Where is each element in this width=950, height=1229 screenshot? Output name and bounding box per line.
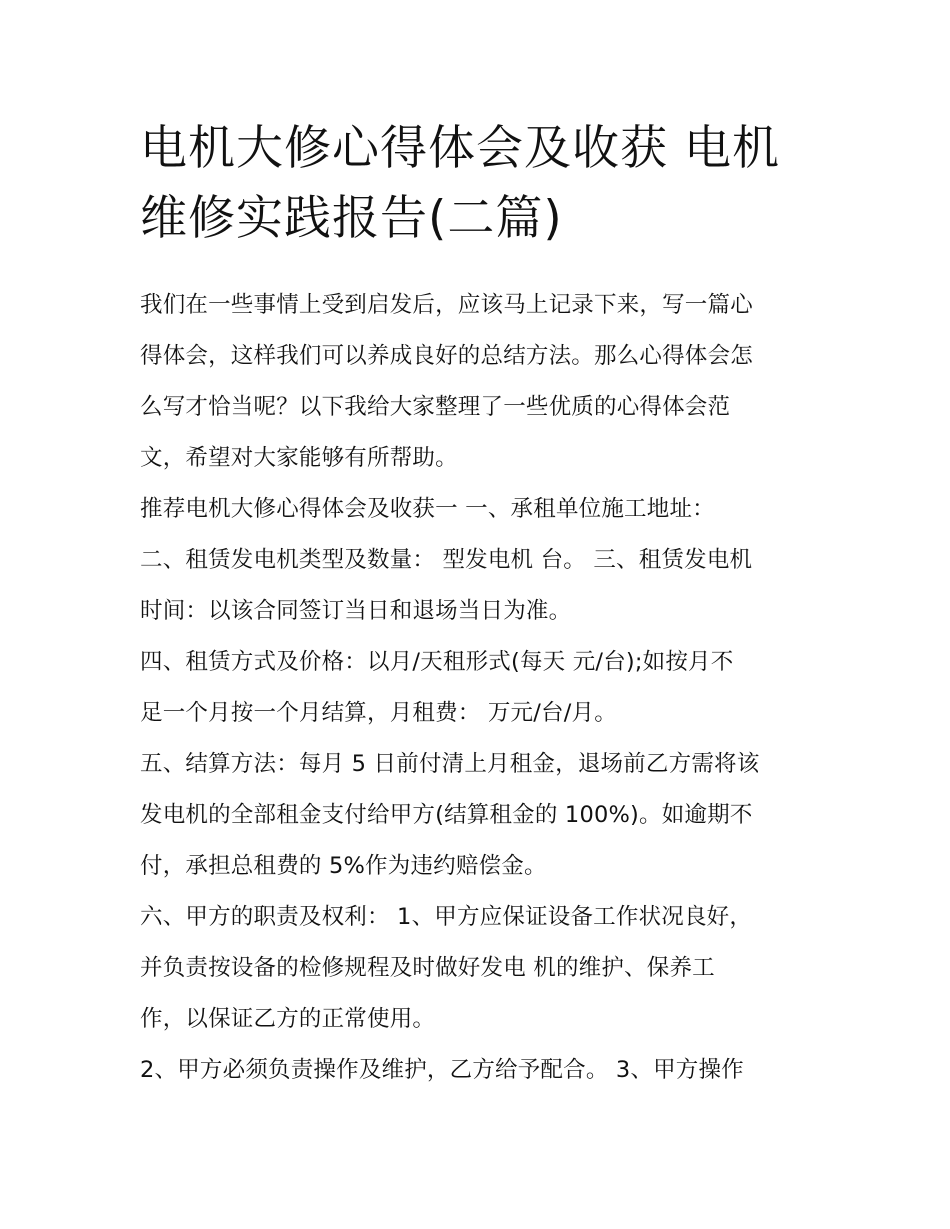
body-line: 么写才恰当呢？以下我给大家整理了一些优质的心得体会范 <box>140 394 731 420</box>
body-line: 四、租赁方式及价格：以月/天租形式(每天 元/台);如按月不 <box>140 649 734 675</box>
body-line: 六、甲方的职责及权利： 1、甲方应保证设备工作状况良好， <box>140 904 753 930</box>
body-line: 发电机的全部租金支付给甲方(结算租金的 100%)。如逾期不 <box>140 802 753 828</box>
body-line: 文，希望对大家能够有所帮助。 <box>140 445 458 471</box>
document-body <box>140 280 820 1096</box>
body-line: 并负责按设备的检修规程及时做好发电 机的维护、保养工 <box>140 955 715 981</box>
document-title <box>140 114 820 254</box>
title-line: 电机大修心得体会及收获 电机 <box>140 121 780 176</box>
body-line: 推荐电机大修心得体会及收获一 一、承租单位施工地址： <box>140 496 715 522</box>
body-line: 作，以保证乙方的正常使用。 <box>140 1006 436 1032</box>
body-line: 2、甲方必须负责操作及维护，乙方给予配合。 3、甲方操作 <box>140 1057 744 1083</box>
body-line: 我们在一些事情上受到启发后，应该马上记录下来，写一篇心 <box>140 292 753 318</box>
body-line: 得体会，这样我们可以养成良好的总结方法。那么心得体会怎 <box>140 343 753 369</box>
title-line: 维修实践报告(二篇) <box>140 191 563 246</box>
body-line: 五、结算方法：每月 5 日前付清上月租金，退场前乙方需将该 <box>140 751 760 777</box>
body-line: 足一个月按一个月结算，月租费： 万元/台/月。 <box>140 700 617 726</box>
body-line: 二、租赁发电机类型及数量： 型发电机 台。 三、租赁发电机 <box>140 547 753 573</box>
body-line: 时间：以该合同签订当日和退场当日为准。 <box>140 598 572 624</box>
body-line: 付，承担总租费的 5%作为违约赔偿金。 <box>140 853 547 879</box>
